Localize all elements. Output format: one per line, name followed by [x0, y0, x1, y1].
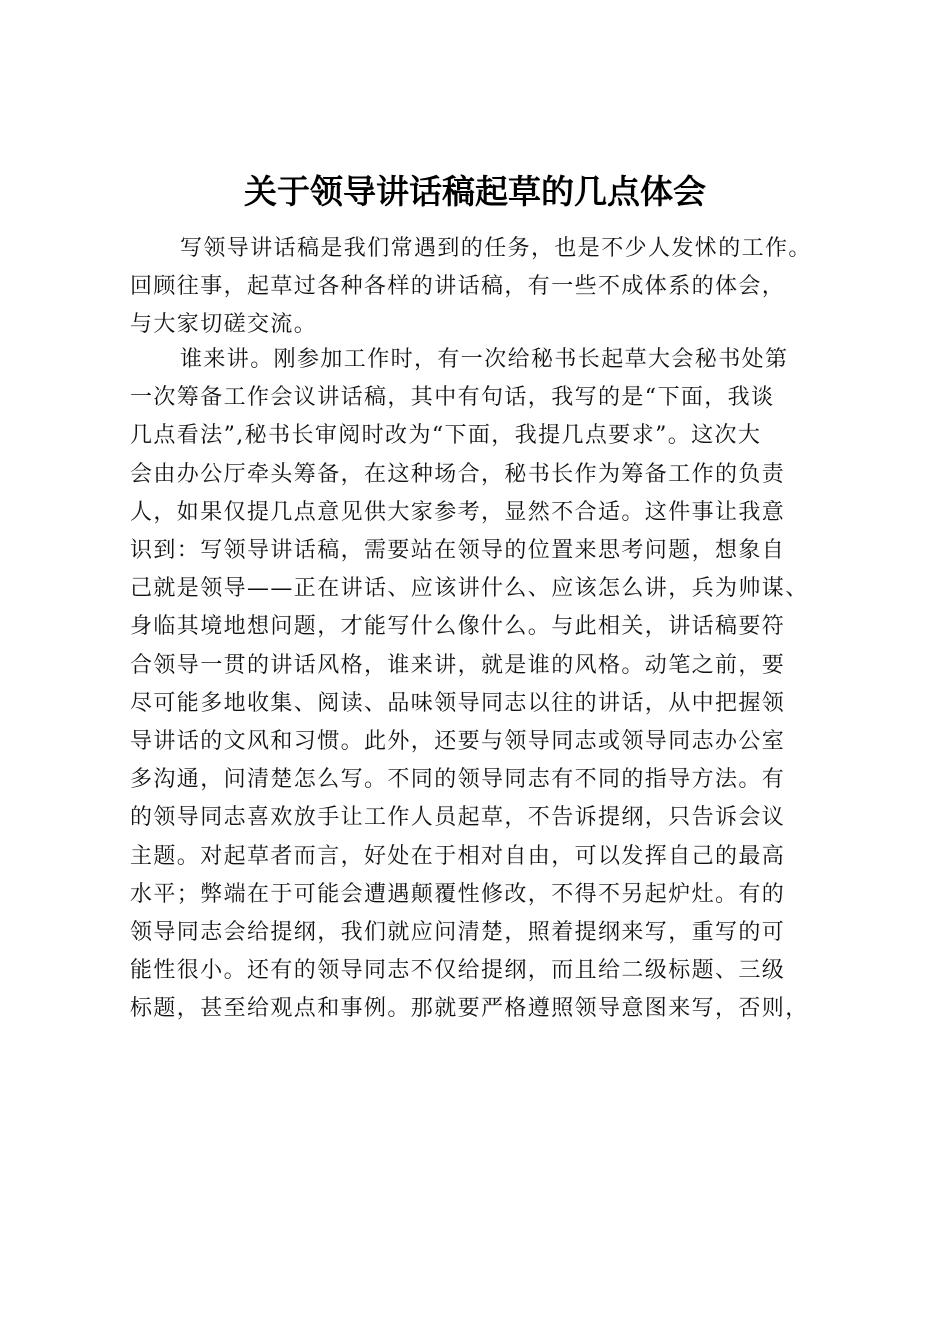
- text-line: 己就是领导——正在讲话、应该讲什么、应该怎么讲，兵为帅谋、: [130, 576, 809, 602]
- text-line: 识到：写领导讲话稿，需要站在领导的位置来思考问题，想象自: [130, 538, 786, 564]
- text-line: 会由办公厅牵头筹备，在这种场合，秘书长作为筹备工作的负责: [130, 461, 786, 487]
- document-title: 关于领导讲话稿起草的几点体会: [244, 172, 706, 211]
- text-line: 的领导同志喜欢放手让工作人员起草，不告诉提纲，只告诉会议: [130, 805, 786, 831]
- text-line: 一次筹备工作会议讲话稿，其中有句话，我写的是“下面，我谈: [130, 385, 775, 411]
- text-line: 谁来讲。刚参加工作时，有一次给秘书长起草大会秘书处第: [180, 347, 789, 372]
- text-line: 水平；弊端在于可能会遭遇颠覆性修改，不得不另起炉灶。有的: [130, 881, 786, 907]
- text-line: 与大家切磋交流。: [130, 312, 318, 338]
- text-line: 人，如果仅提几点意见供大家参考，显然不合适。这件事让我意: [130, 499, 786, 525]
- text-line: 多沟通，问清楚怎么写。不同的领导同志有不同的指导方法。有: [130, 767, 786, 793]
- text-line: 领导同志会给提纲，我们就应问清楚，照着提纲来写，重写的可: [130, 920, 786, 946]
- text-line: 写领导讲话稿是我们常遇到的任务，也是不少人发怵的工作。: [180, 236, 812, 261]
- text-line: 导讲话的文风和习惯。此外，还要与领导同志或领导同志办公室: [130, 729, 786, 755]
- text-line: 标题，甚至给观点和事例。那就要严格遵照领导意图来写，否则，: [130, 996, 809, 1022]
- text-line: 几点看法”,秘书长审阅时改为“下面，我提几点要求”。这次大: [130, 423, 762, 449]
- text-line: 身临其境地想问题，才能写什么像什么。与此相关，讲话稿要符: [130, 614, 786, 640]
- text-line: 回顾往事，起草过各种各样的讲话稿，有一些不成体系的体会，: [130, 274, 786, 300]
- paragraph-2: [130, 341, 830, 1029]
- text-line: 能性很小。还有的领导同志不仅给提纲，而且给二级标题、三级: [130, 958, 786, 984]
- text-line: 合领导一贯的讲话风格，谁来讲，就是谁的风格。动笔之前，要: [130, 652, 786, 678]
- text-line: 主题。对起草者而言，好处在于相对自由，可以发挥自己的最高: [130, 843, 786, 869]
- paragraph-1: [130, 230, 830, 345]
- text-line: 尽可能多地收集、阅读、品味领导同志以往的讲话，从中把握领: [130, 690, 786, 716]
